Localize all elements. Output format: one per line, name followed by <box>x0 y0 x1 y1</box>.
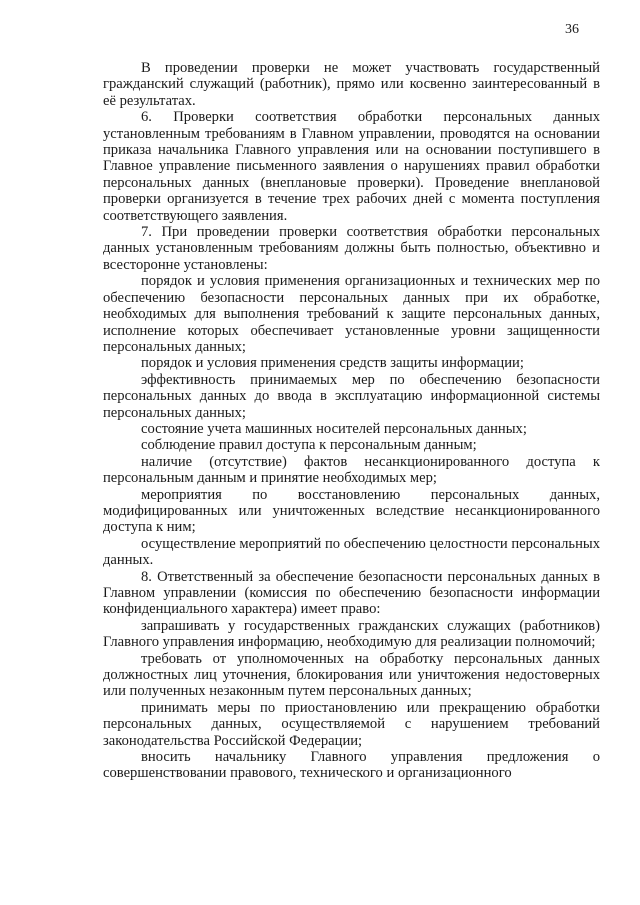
list-item-data-recovery: мероприятия по восстановлению персональных данных, модифицированных или уничтоженных вследствие несанкционированного доступа к ним; <box>103 486 600 536</box>
list-item-data-integrity: осуществление мероприятий по обеспечению целостности персональных данных. <box>103 535 600 569</box>
list-item-protection-tools: порядок и условия применения средств защиты информации; <box>141 355 524 372</box>
list-item-submit-proposals: вносить начальнику Главного управления предложения о совершенствовании правового, технического и организационного <box>103 749 600 782</box>
paragraph-8-responsible-rights: 8. Ответственный за обеспечение безопасности персональных данных в Главном управлении (комиссия по обеспечению безопасности информации конфиденциального характера) имеет право: <box>103 568 600 618</box>
list-item-suspend-processing: принимать меры по приостановлению или прекращению обработки персональных данных, осуществляемой с нарушением требований законодательства Российской Федерации; <box>103 699 600 749</box>
page-number: 36 <box>565 22 579 37</box>
document-body <box>103 60 600 782</box>
paragraph-6-inspections-basis: 6. Проверки соответствия обработки персональных данных установленным требованиям в Главном управлении, проводятся на основании приказа начальника Главного управления или на основании поступившего в Главное управление письменного заявления о нарушениях правил обработки персональных данных (внеплановые проверки). Проведение внеплановой проверки организуется в течение трех рабочих дней с момента поступления соответствующего заявления. <box>103 109 600 224</box>
list-item-request-information: запрашивать у государственных гражданских служащих (работников) Главного управления информацию, необходимую для реализации полномочий; <box>103 617 600 651</box>
list-item-measures-efficiency: эффективность принимаемых мер по обеспечению безопасности персональных данных до ввода в эксплуатацию информационной системы персональных данных; <box>103 371 600 421</box>
list-item-access-rules: соблюдение правил доступа к персональным данным; <box>141 437 477 454</box>
list-item-security-measures: порядок и условия применения организационных и технических мер по обеспечению безопасности персональных данных при их обработке, необходимых для выполнения требований к защите персональных данных, исполнение которых обеспечивает установленные уровни защищенности персональных данных; <box>103 273 600 355</box>
list-item-unauthorized-access: наличие (отсутствие) фактов несанкционированного доступа к персональным данным и принятие необходимых мер; <box>103 453 600 487</box>
paragraph-7-inspection-scope: 7. При проведении проверки соответствия обработки персональных данных установленным требованиям должны быть полностью, объективно и всесторонне установлены: <box>103 224 600 273</box>
paragraph-conflict-of-interest: В проведении проверки не может участвовать государственный гражданский служащий (работник), прямо или косвенно заинтересованный в её результатах. <box>103 60 600 109</box>
list-item-require-clarification: требовать от уполномоченных на обработку персональных данных должностных лиц уточнения, блокирования или уничтожения недостоверных или полученных незаконным путем персональных данных; <box>103 650 600 700</box>
list-item-media-accounting: состояние учета машинных носителей персональных данных; <box>141 420 527 437</box>
